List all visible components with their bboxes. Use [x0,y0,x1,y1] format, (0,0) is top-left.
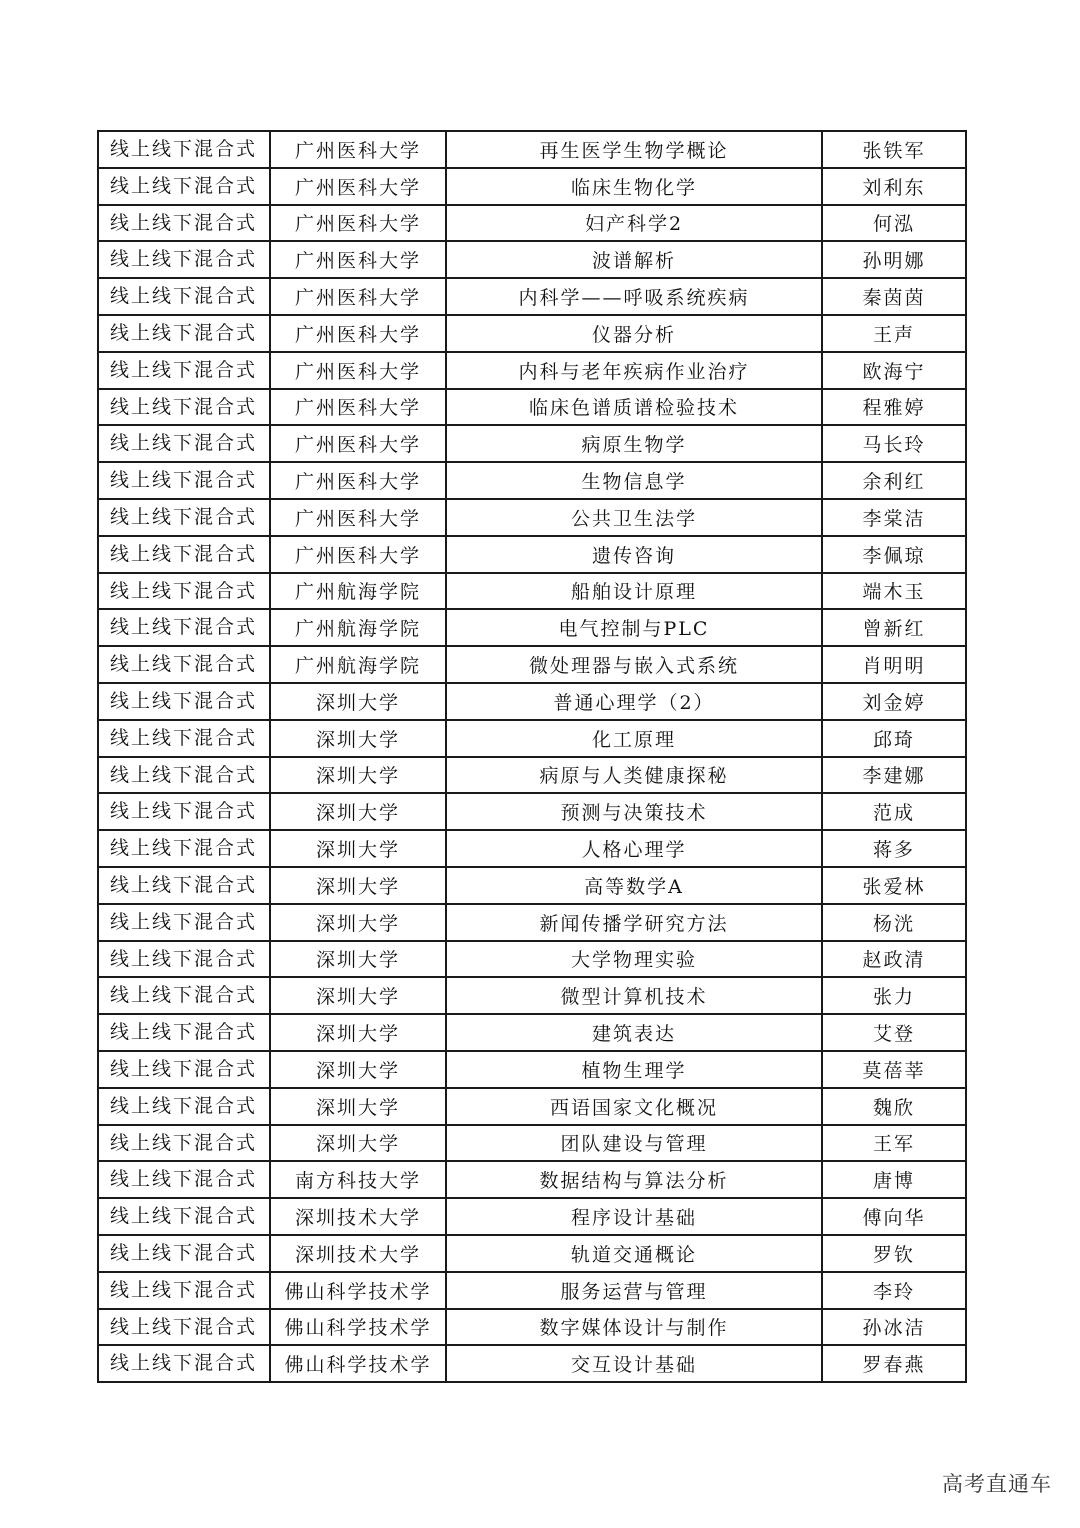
teaching-mode-cell: 线上线下混合式 [98,573,270,610]
school-cell: 广州医科大学 [270,499,446,536]
table-row [98,352,966,389]
table-row [98,241,966,278]
teacher-cell: 程雅婷 [822,389,966,426]
course-name-cell: 普通心理学（2） [446,683,822,720]
teaching-mode-cell: 线上线下混合式 [98,1198,270,1235]
teaching-mode-cell: 线上线下混合式 [98,536,270,573]
teaching-mode-cell: 线上线下混合式 [98,389,270,426]
teacher-cell: 李棠洁 [822,499,966,536]
table-row [98,757,966,794]
teacher-cell: 刘利东 [822,168,966,205]
teacher-cell: 罗春燕 [822,1345,966,1382]
teaching-mode-cell: 线上线下混合式 [98,646,270,683]
table-row [98,1161,966,1198]
course-name-cell: 微处理器与嵌入式系统 [446,646,822,683]
table-row [98,425,966,462]
course-list-table [97,130,967,1383]
school-cell: 广州航海学院 [270,573,446,610]
teacher-cell: 李佩琼 [822,536,966,573]
teacher-cell: 王军 [822,1125,966,1162]
course-name-cell: 建筑表达 [446,1014,822,1051]
school-cell: 深圳大学 [270,867,446,904]
table-row [98,1125,966,1162]
course-name-cell: 再生医学生物学概论 [446,131,822,168]
course-name-cell: 新闻传播学研究方法 [446,904,822,941]
table-row [98,793,966,830]
teacher-cell: 王声 [822,315,966,352]
table-row [98,720,966,757]
teaching-mode-cell: 线上线下混合式 [98,830,270,867]
teaching-mode-cell: 线上线下混合式 [98,1125,270,1162]
school-cell: 深圳大学 [270,683,446,720]
teacher-cell: 杨洸 [822,904,966,941]
table-row [98,1272,966,1309]
school-cell: 深圳大学 [270,720,446,757]
teaching-mode-cell: 线上线下混合式 [98,977,270,1014]
school-cell: 广州医科大学 [270,168,446,205]
school-cell: 深圳大学 [270,793,446,830]
teacher-cell: 李玲 [822,1272,966,1309]
table-row [98,609,966,646]
course-name-cell: 化工原理 [446,720,822,757]
teaching-mode-cell: 线上线下混合式 [98,352,270,389]
teacher-cell: 罗钦 [822,1235,966,1272]
course-name-cell: 船舶设计原理 [446,573,822,610]
table-row [98,1014,966,1051]
school-cell: 广州医科大学 [270,536,446,573]
teacher-cell: 张铁军 [822,131,966,168]
table-row [98,904,966,941]
teacher-cell: 秦茵茵 [822,278,966,315]
course-name-cell: 轨道交通概论 [446,1235,822,1272]
table-row [98,1345,966,1382]
teaching-mode-cell: 线上线下混合式 [98,168,270,205]
teacher-cell: 李建娜 [822,757,966,794]
table-row [98,830,966,867]
table-row [98,1198,966,1235]
table-row [98,462,966,499]
teaching-mode-cell: 线上线下混合式 [98,941,270,978]
course-name-cell: 团队建设与管理 [446,1125,822,1162]
teacher-cell: 邱琦 [822,720,966,757]
watermark-text: 高考直通车 [942,1472,1052,1496]
teacher-cell: 余利红 [822,462,966,499]
table-row [98,1051,966,1088]
teacher-cell: 孙冰洁 [822,1309,966,1346]
course-name-cell: 服务运营与管理 [446,1272,822,1309]
course-name-cell: 公共卫生法学 [446,499,822,536]
course-name-cell: 波谱解析 [446,241,822,278]
teacher-cell: 曾新红 [822,609,966,646]
course-name-cell: 程序设计基础 [446,1198,822,1235]
teaching-mode-cell: 线上线下混合式 [98,867,270,904]
table-row [98,1088,966,1125]
teacher-cell: 张力 [822,977,966,1014]
teaching-mode-cell: 线上线下混合式 [98,462,270,499]
course-name-cell: 人格心理学 [446,830,822,867]
course-table-body [98,131,966,1382]
course-name-cell: 内科与老年疾病作业治疗 [446,352,822,389]
school-cell: 深圳大学 [270,830,446,867]
teaching-mode-cell: 线上线下混合式 [98,609,270,646]
teaching-mode-cell: 线上线下混合式 [98,1161,270,1198]
table-row [98,389,966,426]
course-name-cell: 植物生理学 [446,1051,822,1088]
school-cell: 广州医科大学 [270,462,446,499]
teacher-cell: 马长玲 [822,425,966,462]
course-name-cell: 电气控制与PLC [446,609,822,646]
teacher-cell: 刘金婷 [822,683,966,720]
teaching-mode-cell: 线上线下混合式 [98,720,270,757]
table-row [98,867,966,904]
school-cell: 深圳技术大学 [270,1198,446,1235]
course-name-cell: 仪器分析 [446,315,822,352]
table-row [98,536,966,573]
school-cell: 深圳大学 [270,977,446,1014]
teacher-cell: 范成 [822,793,966,830]
school-cell: 深圳大学 [270,1051,446,1088]
table-row [98,1235,966,1272]
course-name-cell: 临床生物化学 [446,168,822,205]
school-cell: 深圳大学 [270,757,446,794]
table-row [98,573,966,610]
teaching-mode-cell: 线上线下混合式 [98,1272,270,1309]
teaching-mode-cell: 线上线下混合式 [98,1014,270,1051]
course-name-cell: 生物信息学 [446,462,822,499]
teaching-mode-cell: 线上线下混合式 [98,793,270,830]
school-cell: 深圳技术大学 [270,1235,446,1272]
school-cell: 佛山科学技术学 [270,1309,446,1346]
course-name-cell: 内科学——呼吸系统疾病 [446,278,822,315]
table-row [98,131,966,168]
teaching-mode-cell: 线上线下混合式 [98,1051,270,1088]
teaching-mode-cell: 线上线下混合式 [98,1309,270,1346]
school-cell: 南方科技大学 [270,1161,446,1198]
school-cell: 深圳大学 [270,1014,446,1051]
teaching-mode-cell: 线上线下混合式 [98,499,270,536]
course-name-cell: 微型计算机技术 [446,977,822,1014]
table-row [98,1309,966,1346]
teaching-mode-cell: 线上线下混合式 [98,683,270,720]
table-row [98,941,966,978]
teacher-cell: 肖明明 [822,646,966,683]
course-name-cell: 病原与人类健康探秘 [446,757,822,794]
course-name-cell: 高等数学A [446,867,822,904]
teacher-cell: 唐博 [822,1161,966,1198]
teaching-mode-cell: 线上线下混合式 [98,1345,270,1382]
table-row [98,977,966,1014]
teacher-cell: 端木玉 [822,573,966,610]
course-name-cell: 数据结构与算法分析 [446,1161,822,1198]
school-cell: 佛山科学技术学 [270,1272,446,1309]
teaching-mode-cell: 线上线下混合式 [98,315,270,352]
school-cell: 广州医科大学 [270,131,446,168]
school-cell: 广州医科大学 [270,352,446,389]
course-name-cell: 临床色谱质谱检验技术 [446,389,822,426]
teaching-mode-cell: 线上线下混合式 [98,278,270,315]
school-cell: 佛山科学技术学 [270,1345,446,1382]
school-cell: 深圳大学 [270,941,446,978]
teacher-cell: 傅向华 [822,1198,966,1235]
teaching-mode-cell: 线上线下混合式 [98,425,270,462]
school-cell: 广州航海学院 [270,646,446,683]
course-name-cell: 西语国家文化概况 [446,1088,822,1125]
table-row [98,499,966,536]
teaching-mode-cell: 线上线下混合式 [98,1088,270,1125]
teaching-mode-cell: 线上线下混合式 [98,205,270,242]
table-row [98,278,966,315]
course-name-cell: 遗传咨询 [446,536,822,573]
school-cell: 广州航海学院 [270,609,446,646]
teacher-cell: 欧海宁 [822,352,966,389]
course-name-cell: 交互设计基础 [446,1345,822,1382]
teacher-cell: 莫蓓莘 [822,1051,966,1088]
teaching-mode-cell: 线上线下混合式 [98,904,270,941]
teaching-mode-cell: 线上线下混合式 [98,1235,270,1272]
school-cell: 广州医科大学 [270,425,446,462]
teacher-cell: 魏欣 [822,1088,966,1125]
course-name-cell: 预测与决策技术 [446,793,822,830]
school-cell: 深圳大学 [270,1088,446,1125]
teacher-cell: 张爱林 [822,867,966,904]
school-cell: 深圳大学 [270,904,446,941]
teacher-cell: 赵政清 [822,941,966,978]
table-row [98,168,966,205]
table-row [98,205,966,242]
teaching-mode-cell: 线上线下混合式 [98,131,270,168]
course-name-cell: 数字媒体设计与制作 [446,1309,822,1346]
course-name-cell: 病原生物学 [446,425,822,462]
school-cell: 广州医科大学 [270,241,446,278]
school-cell: 广州医科大学 [270,389,446,426]
teacher-cell: 蒋多 [822,830,966,867]
school-cell: 广州医科大学 [270,315,446,352]
table-row [98,646,966,683]
teaching-mode-cell: 线上线下混合式 [98,241,270,278]
teacher-cell: 何泓 [822,205,966,242]
school-cell: 广州医科大学 [270,205,446,242]
course-name-cell: 大学物理实验 [446,941,822,978]
table-row [98,683,966,720]
table-row [98,315,966,352]
teacher-cell: 艾登 [822,1014,966,1051]
teacher-cell: 孙明娜 [822,241,966,278]
school-cell: 深圳大学 [270,1125,446,1162]
school-cell: 广州医科大学 [270,278,446,315]
teaching-mode-cell: 线上线下混合式 [98,757,270,794]
course-name-cell: 妇产科学2 [446,205,822,242]
